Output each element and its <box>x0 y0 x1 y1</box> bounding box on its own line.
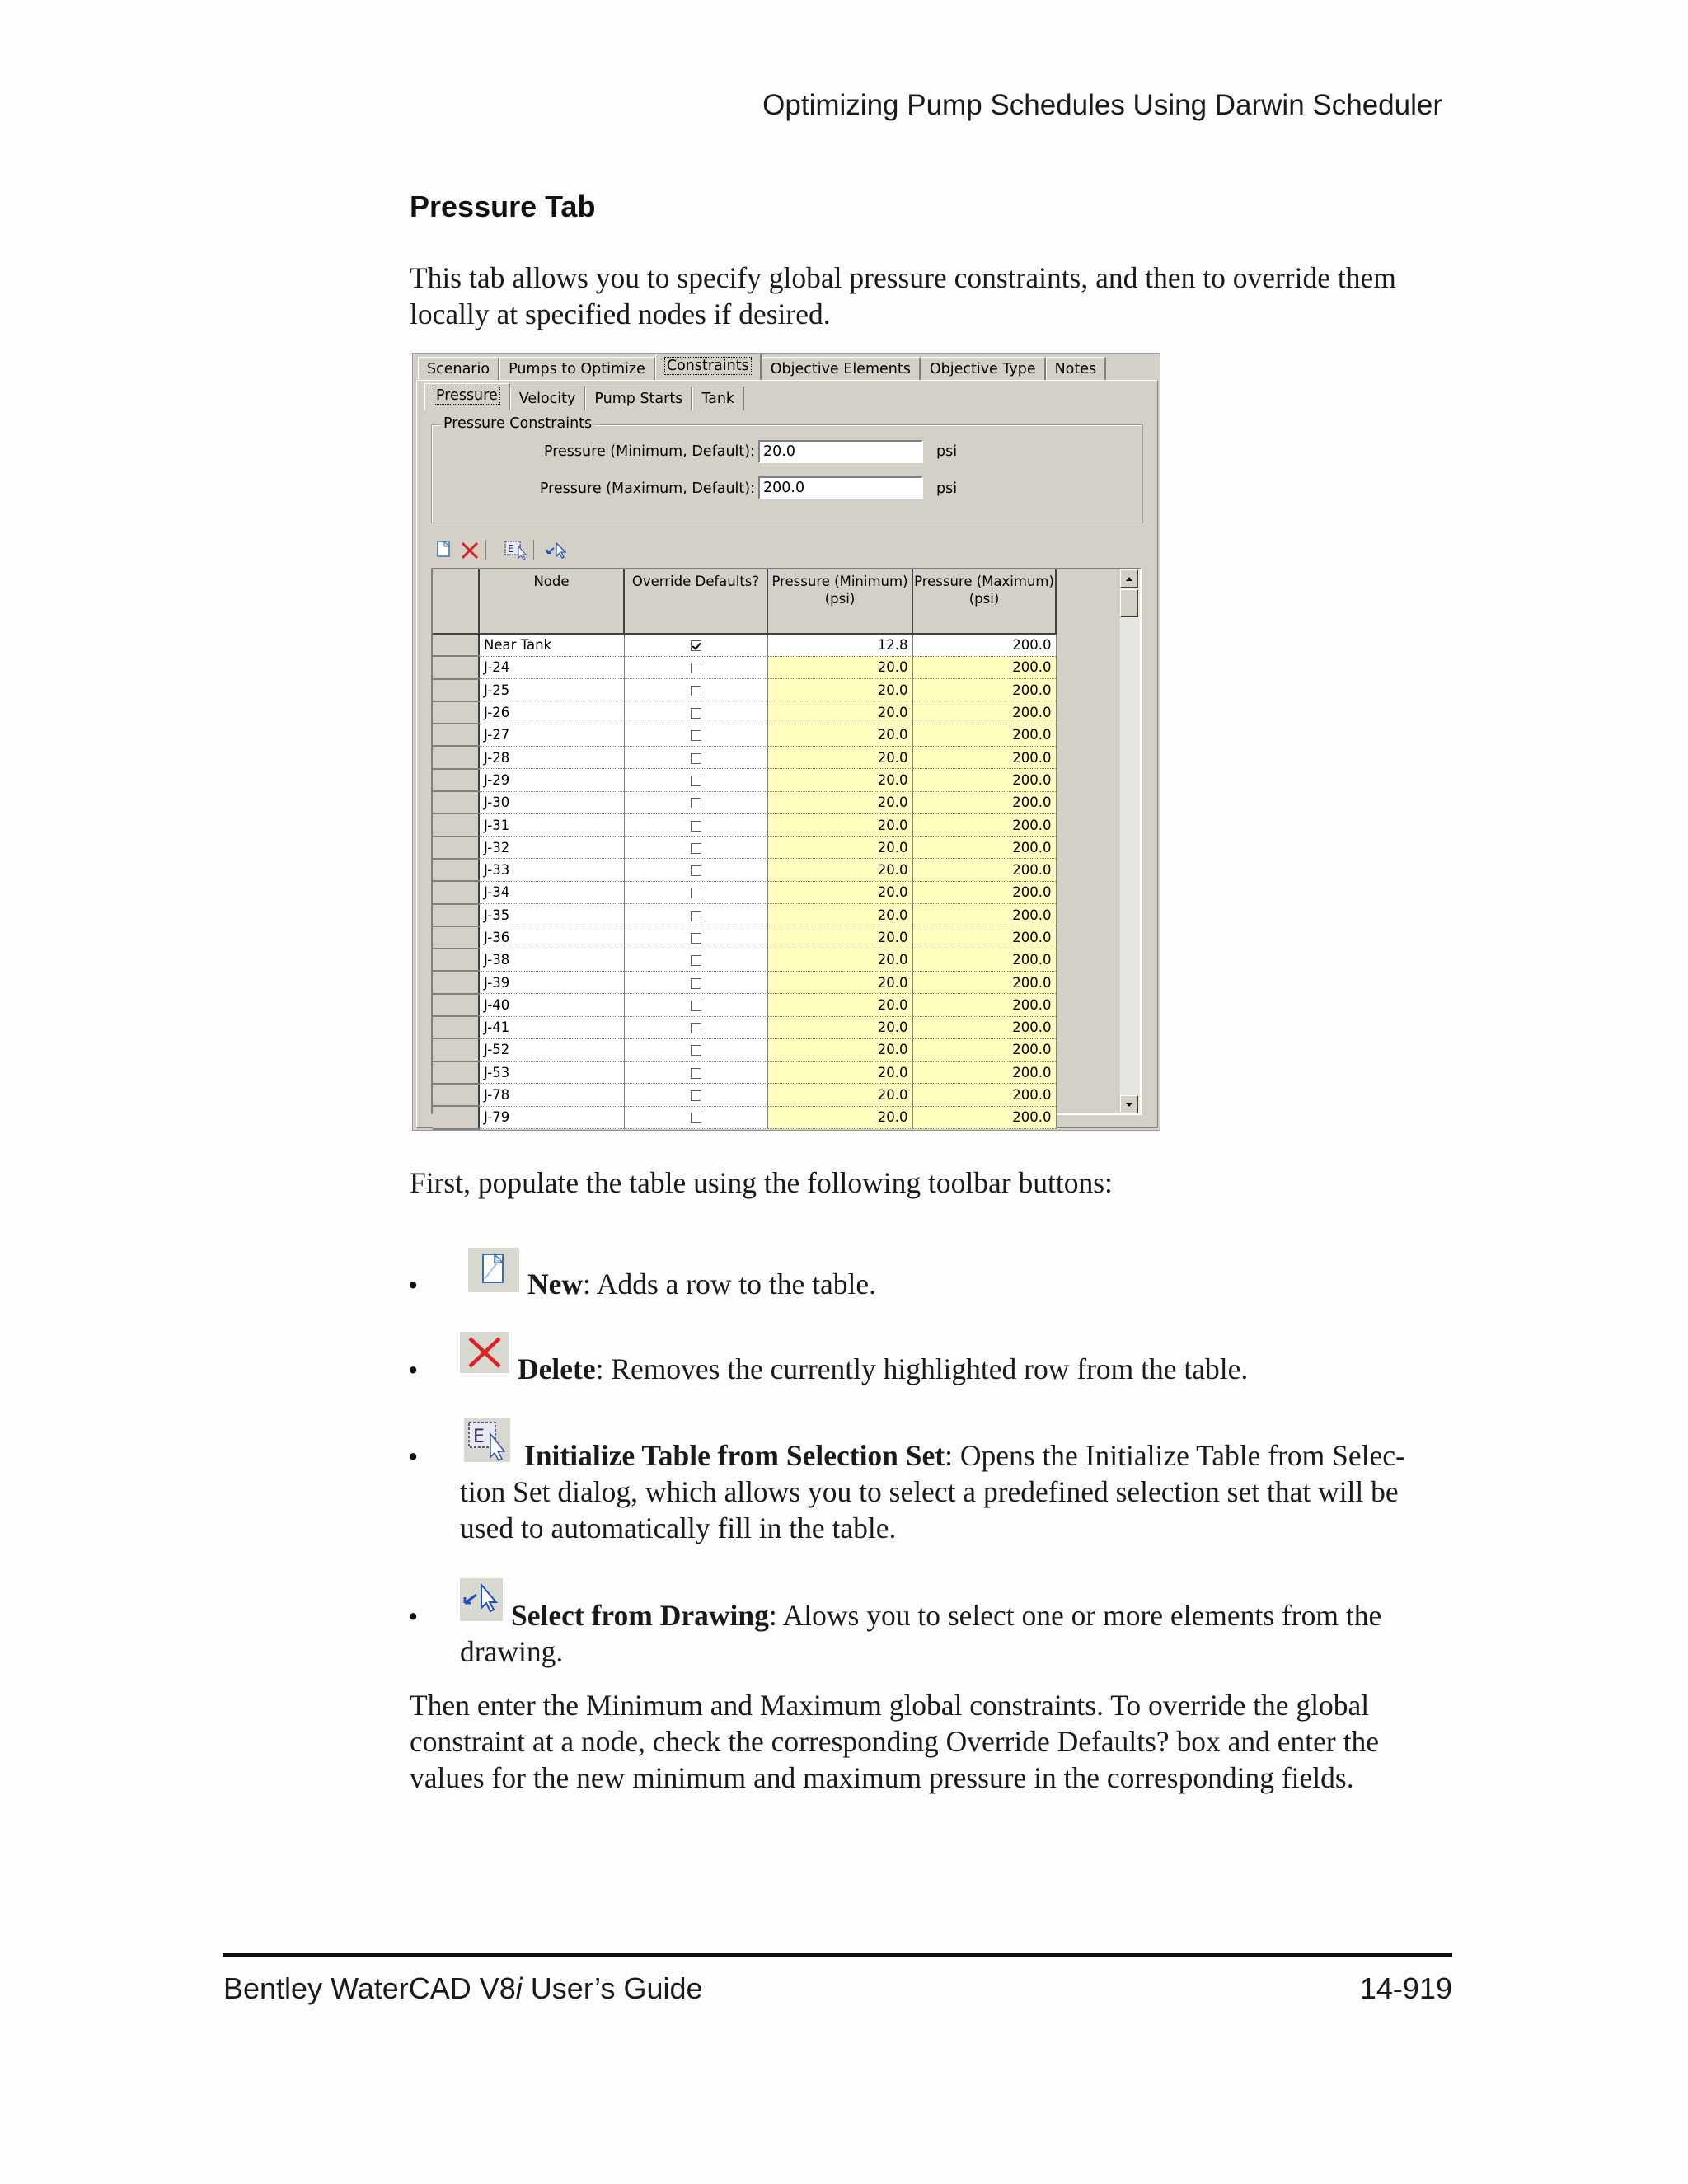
table-row[interactable] <box>433 769 1056 791</box>
min-pressure-label: Pressure (Minimum, Default): <box>543 443 755 460</box>
node-cell[interactable]: Near Tank <box>479 634 624 656</box>
node-cell[interactable]: J-32 <box>479 837 624 859</box>
row-header[interactable] <box>433 634 479 656</box>
running-header: Optimizing Pump Schedules Using Darwin Scheduler <box>762 89 1442 121</box>
tab-constraints[interactable]: Constraints <box>655 354 762 381</box>
footer-rule <box>223 1953 1452 1957</box>
override-checkbox[interactable] <box>691 821 701 832</box>
toolbar-intro: First, populate the table using the following toolbar buttons: <box>410 1166 1113 1199</box>
table-row[interactable] <box>433 634 1056 656</box>
override-checkbox[interactable] <box>691 798 701 808</box>
override-checkbox[interactable] <box>691 730 701 741</box>
override-cell <box>624 1084 767 1106</box>
pressure-min-cell[interactable]: 20.0 <box>767 1084 912 1106</box>
table-row[interactable] <box>433 701 1056 724</box>
row-header[interactable] <box>433 994 479 1016</box>
node-cell[interactable]: J-30 <box>479 791 624 813</box>
pressure-max-cell[interactable]: 200.0 <box>912 949 1056 971</box>
bullet-new: New: Adds a row to the table. <box>528 1268 876 1301</box>
row-header[interactable] <box>433 859 479 881</box>
subtab-tank[interactable]: Tank <box>692 387 744 410</box>
tab-notes[interactable]: Notes <box>1046 357 1107 381</box>
node-cell[interactable]: J-52 <box>479 1038 624 1061</box>
max-pressure-unit: psi <box>936 480 958 497</box>
override-cell <box>624 926 767 949</box>
override-checkbox[interactable] <box>691 640 701 651</box>
bullet-select-from-drawing: Select from Drawing: Alows you to select one or more elements from the drawing. <box>460 1599 1382 1668</box>
override-checkbox[interactable] <box>691 843 701 854</box>
vertical-scrollbar[interactable] <box>1119 569 1140 1113</box>
row-header[interactable] <box>433 926 479 949</box>
pressure-max-cell[interactable]: 200.0 <box>912 1038 1056 1061</box>
min-pressure-input[interactable]: 20.0 <box>758 440 923 463</box>
svg-text:E: E <box>473 1427 485 1447</box>
table-row[interactable] <box>433 1038 1056 1061</box>
table-row[interactable] <box>433 837 1056 859</box>
override-cell <box>624 769 767 791</box>
pressure-max-cell[interactable]: 200.0 <box>912 926 1056 949</box>
pressure-min-cell[interactable]: 20.0 <box>767 994 912 1016</box>
pressure-min-cell[interactable]: 20.0 <box>767 656 912 678</box>
node-cell[interactable]: J-79 <box>479 1106 624 1128</box>
table-row[interactable] <box>433 949 1056 971</box>
pressure-max-cell[interactable]: 200.0 <box>912 1062 1056 1084</box>
override-cell <box>624 724 767 746</box>
node-cell[interactable]: J-35 <box>479 904 624 926</box>
pressure-min-cell[interactable]: 20.0 <box>767 1038 912 1061</box>
override-checkbox[interactable] <box>691 1090 701 1101</box>
pressure-max-cell[interactable]: 200.0 <box>912 769 1056 791</box>
override-cell <box>624 1016 767 1038</box>
pressure-max-cell[interactable]: 200.0 <box>912 904 1056 926</box>
min-pressure-unit: psi <box>936 443 958 460</box>
pressure-min-cell[interactable]: 20.0 <box>767 1016 912 1038</box>
pressure-min-cell[interactable]: 20.0 <box>767 971 912 993</box>
override-cell <box>624 994 767 1016</box>
pressure-min-cell[interactable]: 20.0 <box>767 813 912 836</box>
pressure-min-cell[interactable]: 20.0 <box>767 769 912 791</box>
max-pressure-input[interactable]: 200.0 <box>758 476 923 499</box>
initialize-table-icon[interactable] <box>504 538 528 561</box>
row-header[interactable] <box>433 949 479 971</box>
table-row[interactable] <box>433 679 1056 701</box>
override-checkbox[interactable] <box>691 1045 701 1056</box>
pressure-min-cell[interactable]: 12.8 <box>767 634 912 656</box>
pressure-max-cell[interactable]: 200.0 <box>912 1016 1056 1038</box>
select-from-drawing-icon[interactable] <box>545 538 571 561</box>
pressure-max-cell[interactable]: 200.0 <box>912 1084 1056 1106</box>
pressure-max-cell[interactable]: 200.0 <box>912 859 1056 881</box>
override-cell <box>624 859 767 881</box>
row-header[interactable] <box>433 837 479 859</box>
table-row[interactable] <box>433 994 1056 1016</box>
pressure-max-cell[interactable]: 200.0 <box>912 656 1056 678</box>
node-cell[interactable]: J-33 <box>479 859 624 881</box>
sub-tab-row <box>424 387 744 410</box>
pressure-max-cell[interactable]: 200.0 <box>912 791 1056 813</box>
pressure-max-cell[interactable]: 200.0 <box>912 837 1056 859</box>
node-cell[interactable]: J-39 <box>479 971 624 993</box>
group-title: Pressure Constraints <box>440 415 595 432</box>
row-header[interactable] <box>433 746 479 768</box>
override-cell <box>624 971 767 993</box>
svg-text:E: E <box>508 543 514 555</box>
pressure-max-cell[interactable]: 200.0 <box>912 634 1056 656</box>
bullet-marker: • <box>408 1354 419 1386</box>
pressure-min-cell[interactable]: 20.0 <box>767 1106 912 1128</box>
node-cell[interactable]: J-78 <box>479 1084 624 1106</box>
constraints-dialog <box>412 353 1160 1131</box>
override-checkbox[interactable] <box>691 663 701 673</box>
pressure-max-cell[interactable]: 200.0 <box>912 881 1056 903</box>
table-row[interactable] <box>433 746 1056 768</box>
pressure-min-cell[interactable]: 20.0 <box>767 837 912 859</box>
row-header[interactable] <box>433 656 479 678</box>
section-heading: Pressure Tab <box>410 190 596 223</box>
pressure-min-cell[interactable]: 20.0 <box>767 881 912 903</box>
closing-paragraph: Then enter the Minimum and Maximum global constraints. To override the global constraint at a node, check the corresponding Override Defaults? box and enter the values for the new minimum and maximum pressure in the corresponding fields. <box>410 1689 1379 1794</box>
pressure-min-cell[interactable]: 20.0 <box>767 859 912 881</box>
table-row[interactable] <box>433 904 1056 926</box>
override-checkbox[interactable] <box>691 1023 701 1033</box>
node-cell[interactable]: J-36 <box>479 926 624 949</box>
intro-paragraph: This tab allows you to specify global pressure constraints, and then to override them locally at specified nodes if desired. <box>410 261 1396 330</box>
pressure-max-cell[interactable]: 200.0 <box>912 994 1056 1016</box>
override-checkbox[interactable] <box>691 776 701 786</box>
row-header[interactable] <box>433 769 479 791</box>
pressure-min-cell[interactable]: 20.0 <box>767 791 912 813</box>
row-header[interactable] <box>433 1062 479 1084</box>
scroll-down-button[interactable] <box>1120 1095 1138 1113</box>
pressure-min-cell[interactable]: 20.0 <box>767 724 912 746</box>
row-header[interactable] <box>433 724 479 746</box>
delete-icon[interactable] <box>459 538 481 561</box>
override-cell <box>624 634 767 656</box>
max-pressure-label: Pressure (Maximum, Default): <box>539 480 755 497</box>
node-cell[interactable]: J-53 <box>479 1062 624 1084</box>
node-cell[interactable]: J-28 <box>479 746 624 768</box>
bullet-marker: • <box>408 1269 419 1301</box>
pressure-min-cell[interactable]: 20.0 <box>767 701 912 724</box>
override-checkbox[interactable] <box>691 978 701 989</box>
table-row[interactable] <box>433 813 1056 836</box>
bullet-marker: • <box>408 1601 419 1633</box>
override-cell <box>624 791 767 813</box>
override-checkbox[interactable] <box>691 753 701 764</box>
row-header[interactable] <box>433 1106 479 1128</box>
main-tab-row <box>418 357 1106 381</box>
node-cell[interactable]: J-41 <box>479 1016 624 1038</box>
table-row[interactable] <box>433 1084 1056 1106</box>
tab-scenario[interactable]: Scenario <box>418 357 499 381</box>
pressure-max-cell[interactable]: 200.0 <box>912 813 1056 836</box>
subtab-pressure[interactable]: Pressure <box>424 383 510 410</box>
bullet-initialize: Initialize Table from Selection Set: Opens the Initialize Table from Selec- tion Set dialog, which allows you to select a predefined selection set that will be used to automatically fill in the table. <box>460 1439 1405 1544</box>
table-row[interactable] <box>433 1016 1056 1038</box>
node-cell[interactable]: J-25 <box>479 679 624 701</box>
pressure-max-cell[interactable]: 200.0 <box>912 679 1056 701</box>
override-cell <box>624 1038 767 1061</box>
col-node[interactable]: Node <box>479 569 624 634</box>
override-cell <box>624 881 767 903</box>
pressure-min-cell[interactable]: 20.0 <box>767 1062 912 1084</box>
override-cell <box>624 679 767 701</box>
tab-pumps-to-optimize[interactable]: Pumps to Optimize <box>499 357 655 381</box>
node-pressure-table <box>431 568 1142 1126</box>
row-header[interactable] <box>433 904 479 926</box>
override-checkbox[interactable] <box>691 1068 701 1079</box>
pressure-constraints-group <box>431 415 1143 523</box>
tab-objective-type[interactable]: Objective Type <box>921 357 1046 381</box>
override-checkbox[interactable] <box>691 888 701 898</box>
override-cell <box>624 949 767 971</box>
table-row[interactable] <box>433 1062 1056 1084</box>
override-checkbox[interactable] <box>691 1001 701 1011</box>
override-cell <box>624 1106 767 1128</box>
row-header[interactable] <box>433 1084 479 1106</box>
table-row[interactable] <box>433 1106 1056 1128</box>
new-icon[interactable] <box>434 538 454 561</box>
row-header-corner <box>433 569 479 634</box>
table-row[interactable] <box>433 859 1056 881</box>
pressure-max-cell[interactable]: 200.0 <box>912 1106 1056 1128</box>
pressure-max-cell[interactable]: 200.0 <box>912 701 1056 724</box>
node-cell[interactable]: J-40 <box>479 994 624 1016</box>
row-header[interactable] <box>433 679 479 701</box>
override-checkbox[interactable] <box>691 933 701 944</box>
delete-icon <box>460 1332 509 1373</box>
new-icon <box>468 1248 519 1292</box>
table-row[interactable] <box>433 724 1056 746</box>
pressure-max-cell[interactable]: 200.0 <box>912 971 1056 993</box>
table-row[interactable] <box>433 926 1056 949</box>
bullet-delete: Delete: Removes the currently highlighted row from the table. <box>518 1352 1249 1385</box>
override-checkbox[interactable] <box>691 708 701 719</box>
override-cell <box>624 656 767 678</box>
node-cell[interactable]: J-38 <box>479 949 624 971</box>
override-checkbox[interactable] <box>691 955 701 966</box>
tab-objective-elements[interactable]: Objective Elements <box>762 357 921 381</box>
pressure-min-cell[interactable]: 20.0 <box>767 949 912 971</box>
table-row[interactable] <box>433 656 1056 678</box>
table-row[interactable] <box>433 791 1056 813</box>
override-checkbox[interactable] <box>691 865 701 876</box>
override-cell <box>624 701 767 724</box>
pressure-min-cell[interactable]: 20.0 <box>767 904 912 926</box>
scroll-up-button[interactable] <box>1120 569 1138 588</box>
col-pressure-max[interactable]: Pressure (Maximum) (psi) <box>912 569 1056 634</box>
row-header[interactable] <box>433 1016 479 1038</box>
subtab-velocity[interactable]: Velocity <box>510 387 586 410</box>
override-checkbox[interactable] <box>691 1113 701 1123</box>
row-header[interactable] <box>433 1038 479 1061</box>
override-cell <box>624 837 767 859</box>
override-cell <box>624 1062 767 1084</box>
bullet-marker: • <box>408 1441 419 1473</box>
page-number: 14-919 <box>1359 1971 1452 2005</box>
pressure-min-cell[interactable]: 20.0 <box>767 679 912 701</box>
override-cell <box>624 746 767 768</box>
override-checkbox[interactable] <box>691 686 701 696</box>
subtab-pump-starts[interactable]: Pump Starts <box>585 387 692 410</box>
override-checkbox[interactable] <box>691 911 701 921</box>
row-header[interactable] <box>433 881 479 903</box>
node-cell[interactable]: J-31 <box>479 813 624 836</box>
node-cell[interactable]: J-26 <box>479 701 624 724</box>
table-row[interactable] <box>433 881 1056 903</box>
node-cell[interactable]: J-24 <box>479 656 624 678</box>
pressure-max-cell[interactable]: 200.0 <box>912 746 1056 768</box>
node-cell[interactable]: J-27 <box>479 724 624 746</box>
override-cell <box>624 904 767 926</box>
pressure-min-cell[interactable]: 20.0 <box>767 746 912 768</box>
row-header[interactable] <box>433 971 479 993</box>
col-pressure-min[interactable]: Pressure (Minimum) (psi) <box>767 569 912 634</box>
scroll-thumb[interactable] <box>1120 589 1138 617</box>
pressure-min-cell[interactable]: 20.0 <box>767 926 912 949</box>
node-cell[interactable]: J-34 <box>479 881 624 903</box>
table-row[interactable] <box>433 971 1056 993</box>
row-header[interactable] <box>433 813 479 836</box>
col-override-defaults[interactable]: Override Defaults? <box>624 569 767 634</box>
node-cell[interactable]: J-29 <box>479 769 624 791</box>
row-header[interactable] <box>433 791 479 813</box>
override-cell <box>624 813 767 836</box>
row-header[interactable] <box>433 701 479 724</box>
pressure-max-cell[interactable]: 200.0 <box>912 724 1056 746</box>
footer-title: Bentley WaterCAD V8i User’s Guide <box>223 1971 703 2005</box>
